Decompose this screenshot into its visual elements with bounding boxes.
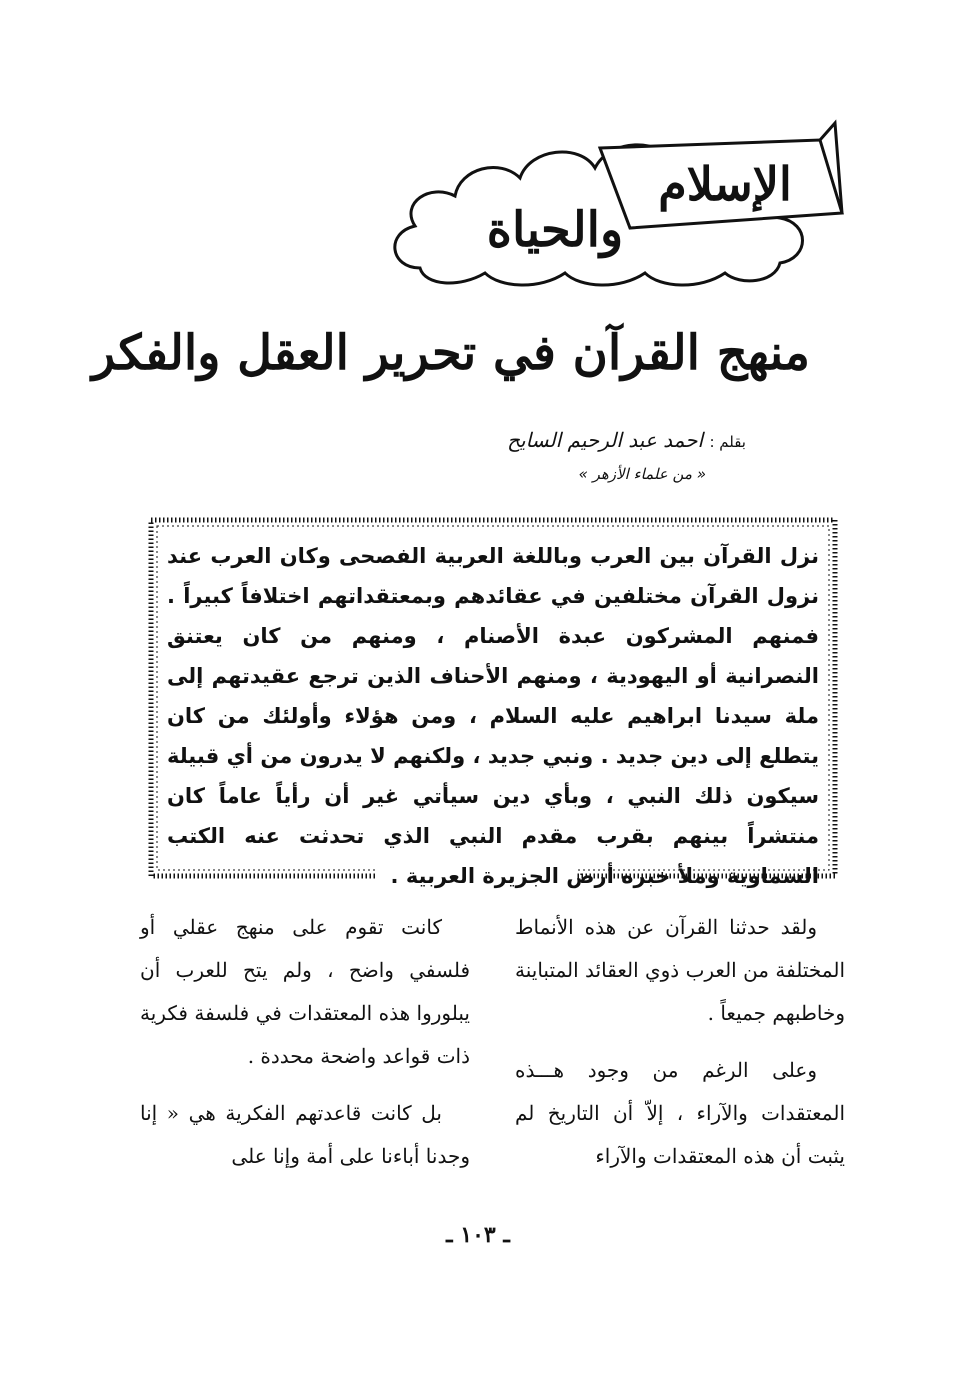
column-left	[140, 906, 470, 1192]
intro-box	[147, 516, 839, 888]
paragraph: وعلى الرغم من وجود هـــذه المعتقدات والآراء ، إلاّ أن التاريخ لم يثبت أن هذه المعتقدات والآراء	[515, 1058, 845, 1168]
body-columns	[140, 906, 850, 1176]
paragraph: ولقد حدثنا القرآن عن هذه الأنماط المختلفة من العرب ذوي العقائد المتباينة وخاطبهم جميعاً .	[515, 915, 845, 1025]
column-right	[515, 906, 845, 1192]
intro-paragraph: نزل القرآن بين العرب وباللغة العربية الفصحى وكان العرب عند نزول القرآن مختلفين في عقائدهم وبمعتقداتهم اختلافاً كبيراً . فمنهم المشركون عبدة الأصنام ، ومنهم من كان يعتنق النصرانية أو اليهودية ، ومنهم الأحناف الذين ترجع عقيدتهم إلى ملة سيدنا ابراهيم عليه السلام ، ومن هؤلاء وأولئك من كان يتطلع إلى دين جديد . ونبي جديد ، ولكنهم لا يدرون من أي قبيلة سيكون ذلك النبي ، وبأي دين سيأتي غير أن رأياً عاماً كان منتشراً بينهم بقرب مقدم النبي الذي تحدثت عنه الكتب السماوية وملأ خبره أرض الجزيرة العربية .	[167, 544, 819, 888]
logo-word-islam: الإسلام	[658, 157, 792, 211]
paragraph: بل كانت قاعدتهم الفكرية هي « إنا وجدنا أباءنا على أمة وإنا على	[140, 1101, 470, 1168]
logo-word-life: والحياة	[486, 202, 624, 258]
byline-affiliation: « من علماء الأزهر »	[578, 465, 706, 483]
byline-author: احمد عبد الرحيم السايح	[507, 428, 704, 452]
cloud-banner-graphic	[380, 118, 850, 288]
byline	[507, 424, 746, 490]
article-title: منهج القرآن في تحرير العقل والفكر	[92, 325, 810, 381]
paragraph: كانت تقوم على منهج عقلي أو فلسفي واضح ، ولم يتح للعرب أن يبلوروا هذه المعتقدات في فلسفة فكرية ذات قواعد واضحة محددة .	[140, 915, 470, 1068]
section-logo	[380, 118, 850, 288]
byline-prefix: بقلم :	[709, 433, 746, 451]
page-number: ـ ١٠٣ ـ	[446, 1222, 510, 1248]
